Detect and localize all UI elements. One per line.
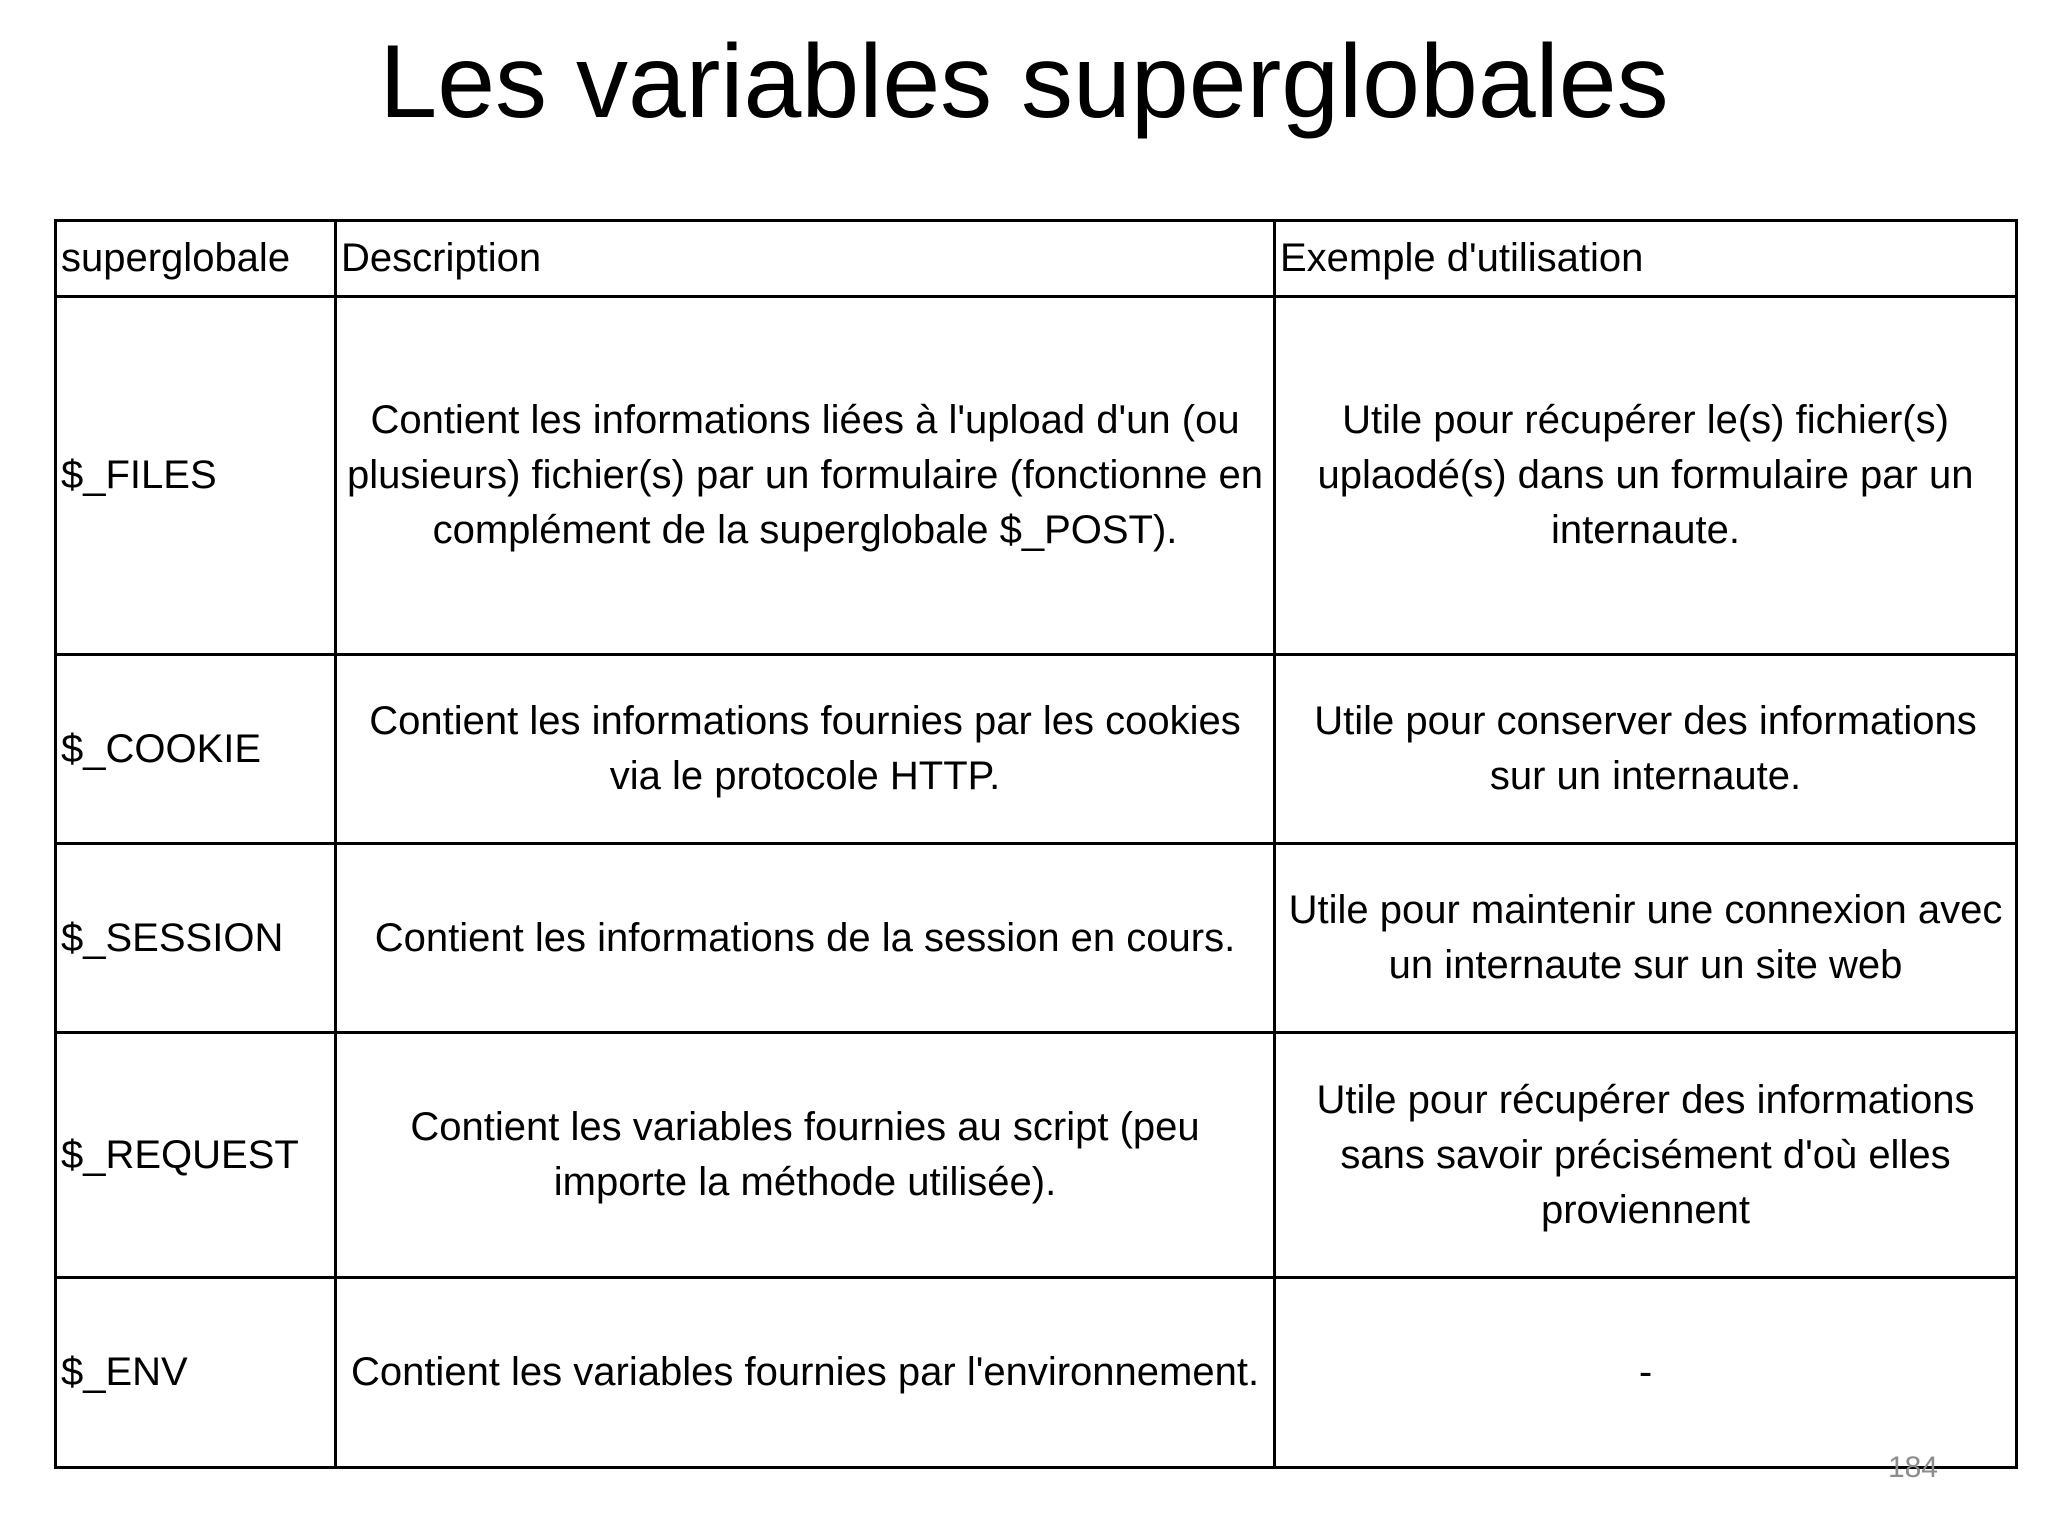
superglobal-name: $_ENV [56,1278,336,1468]
superglobal-example: Utile pour maintenir une connexion avec un internaute sur un site web [1275,844,2017,1033]
superglobal-example: Utile pour récupérer des informations sans savoir précisément d'où elles proviennent [1275,1033,2017,1278]
superglobal-example: - [1275,1278,2017,1468]
superglobal-description: Contient les informations fournies par les cookies via le protocole HTTP. [336,655,1275,844]
superglobals-table [54,219,2018,1469]
page-number: 184 [1887,1451,1938,1484]
table-header-row [56,221,2017,297]
superglobal-example: Utile pour conserver des informations sur un internaute. [1275,655,2017,844]
table-row-env [56,1278,2017,1468]
header-example: Exemple d'utilisation [1275,221,2017,297]
header-description: Description [336,221,1275,297]
superglobal-name: $_REQUEST [56,1033,336,1278]
superglobal-description: Contient les informations liées à l'upload d'un (ou plusieurs) fichier(s) par un formulaire (fonctionne en complément de la superglobale $_POST). [336,297,1275,655]
table-row-request [56,1033,2017,1278]
table-row-cookie [56,655,2017,844]
superglobal-example: Utile pour récupérer le(s) fichier(s) uplaodé(s) dans un formulaire par un internaute. [1275,297,2017,655]
slide-title: Les variables superglobales [379,24,1669,140]
superglobal-name: $_COOKIE [56,655,336,844]
superglobal-description: Contient les variables fournies au script (peu importe la méthode utilisée). [336,1033,1275,1278]
header-superglobale: superglobale [56,221,336,297]
superglobal-name: $_SESSION [56,844,336,1033]
superglobal-name: $_FILES [56,297,336,655]
table-row-files [56,297,2017,655]
superglobal-description: Contient les informations de la session en cours. [336,844,1275,1033]
table-row-session [56,844,2017,1033]
superglobal-description: Contient les variables fournies par l'environnement. [336,1278,1275,1468]
